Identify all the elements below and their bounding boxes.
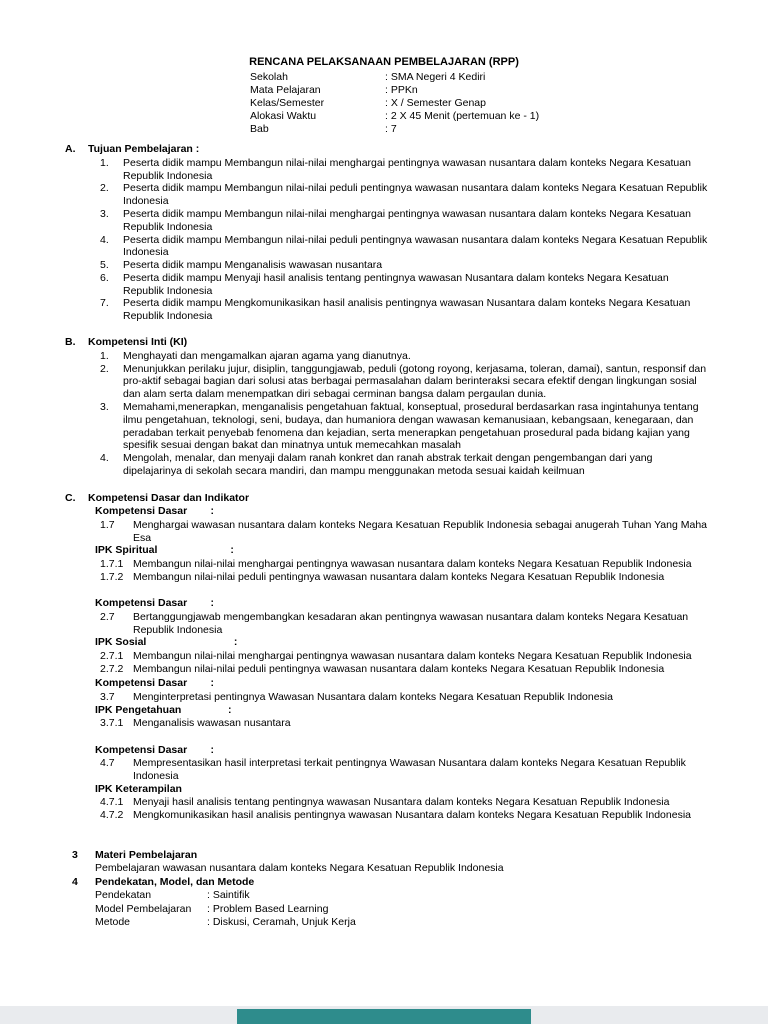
section-heading [65, 143, 708, 157]
kd-item [100, 757, 708, 783]
item-text: Peserta didik mampu Membangun nilai-nilai menghargai pentingnya wawasan nusantara dalam konteks Negara Kesatuan Republik Indonesia [123, 207, 691, 233]
ipk-item [100, 571, 708, 584]
item-text: Mengolah, menalar, dan menyaji dalam ranah konkret dan ranah abstrak terkait dengan pengembangan dari yang dipelajarinya di sekolah secara mandiri, dan mampu menggunakan metoda sesuai kaidah keilmuan [123, 452, 653, 477]
kd-item [100, 691, 708, 704]
section-pendekatan-model-metode [72, 876, 708, 930]
item-text: Peserta didik mampu Membangun nilai-nilai peduli pentingnya wawasan nusantara dalam konteks Negara Kesatuan Republik Indonesia [123, 233, 708, 259]
item-text: Menunjukkan perilaku jujur, disiplin, tanggungjawab, peduli (gotong royong, kerjasama, toleran, damai), santun, responsif dan pro-aktif sebagai bagian dari solusi atas berbagai permasalahan dalam berinteraksi secara efektif dengan lingkungan sosial dan alam serta dalam menempatkan diri sebagai cerminan bangsa dalam pergaulan dunia. [123, 362, 707, 401]
ipk-item [100, 663, 708, 676]
section-number: 4 [72, 875, 78, 888]
kd-group-pengetahuan [65, 677, 708, 729]
ipk-item [100, 558, 708, 571]
item-number: 1.7 [100, 518, 115, 531]
kd-item [100, 519, 708, 545]
list-item [100, 452, 708, 478]
item-text: Peserta didik mampu Menyaji hasil analisis tentang pentingnya wawasan Nusantara dalam konteks Negara Kesatuan Republik Indonesia [123, 271, 669, 297]
item-text: Mengkomunikasikan hasil analisis pentingnya wawasan Nusantara dalam konteks Negara Kesatuan Republik Indonesia [133, 809, 691, 822]
meta-label: Alokasi Waktu [250, 110, 317, 123]
item-text: Membangun nilai-nilai peduli pentingnya wawasan nusantara dalam konteks Negara Kesatuan Republik Indonesia [133, 662, 665, 675]
meta-value: : 2 X 45 Menit (pertemuan ke - 1) [385, 110, 540, 123]
ipk-item [100, 650, 708, 663]
section-letter: A. [65, 143, 76, 156]
meta-value: : 7 [385, 123, 397, 136]
kompetensi-dasar-heading: Kompetensi Dasar : [95, 505, 215, 518]
kd-group-keterampilan [65, 744, 708, 822]
item-text: Peserta didik mampu Membangun nilai-nilai menghargai pentingnya wawasan nusantara dalam konteks Negara Kesatuan Republik Indonesia [123, 156, 691, 182]
section-letter: B. [65, 336, 76, 349]
method-value: : Problem Based Learning [207, 902, 329, 915]
item-text: Memahami,menerapkan, menganalisis pengetahuan faktual, konseptual, prosedural berdasarkan rasa ingintahunya tentang ilmu pengetahuan, teknologi, seni, budaya, dan humaniora dengan wawasan kemanusiaan, kebangsaan, kenegaraan, dan peradaban terkait penyebab fenomena dan kejadian, serta menerapkan pengetahuan prosedural pada bidang kajian yang spesifik sesuai dengan bakat dan minatnya untuk memecahkan masalah [123, 400, 699, 452]
materi-body: Pembelajaran wawasan nusantara dalam konteks Negara Kesatuan Republik Indonesia [95, 862, 504, 875]
item-number: 1.7.2 [100, 570, 124, 583]
item-text: Peserta didik mampu Membangun nilai-nilai peduli pentingnya wawasan nusantara dalam konteks Negara Kesatuan Republik Indonesia [123, 182, 708, 208]
item-number: 2. [100, 182, 109, 195]
list-item [100, 297, 708, 323]
ipk-heading: IPK Spiritual : [95, 544, 234, 557]
ipk-item [100, 796, 708, 809]
item-number: 4.7 [100, 757, 115, 770]
meta-value: : X / Semester Genap [385, 97, 486, 110]
section-letter: C. [65, 491, 76, 504]
meta-label: Mata Pelajaran [250, 84, 321, 97]
viewer-background [0, 1006, 768, 1024]
list-item [100, 350, 708, 363]
item-number: 2. [100, 362, 109, 375]
section-kompetensi-dasar-indikator [65, 492, 708, 822]
item-text: Menganalisis wawasan nusantara [133, 717, 291, 730]
list-item [100, 259, 708, 272]
item-number: 2.7 [100, 610, 115, 623]
list-item [100, 401, 708, 452]
item-text: Peserta didik mampu Menganalisis wawasan nusantara [123, 259, 383, 272]
section-materi-pembelajaran [72, 849, 708, 876]
item-number: 6. [100, 271, 109, 284]
section-heading [65, 492, 708, 506]
method-value: : Diskusi, Ceramah, Unjuk Kerja [207, 916, 356, 929]
kd-group-spiritual [65, 505, 708, 583]
item-text: Menghargai wawasan nusantara dalam konteks Negara Kesatuan Republik Indonesia sebagai anugerah Tuhan Yang Maha Esa [133, 518, 708, 544]
list-item [100, 363, 708, 401]
item-text: Menginterpretasi pentingnya Wawasan Nusantara dalam konteks Negara Kesatuan Republik Indonesia [133, 690, 613, 703]
item-number: 4.7.2 [100, 809, 124, 822]
section-heading [72, 849, 708, 862]
meta-row-alokasi-waktu [250, 110, 768, 123]
kompetensi-dasar-heading: Kompetensi Dasar : [95, 743, 215, 756]
section-heading-text: Kompetensi Inti (KI) [88, 336, 188, 349]
meta-row-kelas-semester [250, 97, 768, 110]
item-text: Menyaji hasil analisis tentang pentingnya wawasan Nusantara dalam konteks Negara Kesatuan Republik Indonesia [133, 796, 670, 809]
method-row-pendekatan [95, 889, 708, 902]
section-heading-text: Materi Pembelajaran [95, 848, 198, 861]
ipk-item [100, 717, 708, 730]
meta-value: : PPKn [385, 84, 418, 97]
ipk-item [100, 809, 708, 822]
item-number: 1. [100, 156, 109, 169]
item-number: 3. [100, 207, 109, 220]
item-text: Bertanggungjawab mengembangkan kesadaran akan pentingnya wawasan nusantara dalam konteks Negara Kesatuan Republik Indonesia [133, 610, 689, 636]
item-text: Membangun nilai-nilai menghargai pentingnya wawasan nusantara dalam konteks Negara Kesatuan Republik Indonesia [133, 649, 692, 662]
method-label: Model Pembelajaran [95, 902, 192, 915]
item-number: 1. [100, 349, 109, 362]
method-label: Pendekatan [95, 889, 152, 902]
section-heading-text: Kompetensi Dasar dan Indikator [88, 491, 250, 504]
item-text: Peserta didik mampu Mengkomunikasikan hasil analisis pentingnya wawasan Nusantara dalam konteks Negara Kesatuan Republik Indonesia [123, 297, 691, 323]
section-heading [65, 336, 708, 350]
section-heading-text: Pendekatan, Model, dan Metode [95, 875, 255, 888]
section-heading [72, 876, 708, 889]
section-number: 3 [72, 848, 78, 861]
meta-value: : SMA Negeri 4 Kediri [385, 71, 486, 83]
list-item [100, 182, 708, 208]
item-text: Membangun nilai-nilai menghargai pentingnya wawasan nusantara dalam konteks Negara Kesatuan Republik Indonesia [133, 557, 692, 570]
section-tujuan-pembelajaran [65, 143, 708, 323]
method-value: : Saintifik [207, 889, 250, 902]
item-number: 2.7.1 [100, 649, 124, 662]
item-text: Mempresentasikan hasil interpretasi terkait pentingnya Wawasan Nusantara dalam konteks Negara Kesatuan Republik Indonesia [133, 757, 686, 783]
item-text: Menghayati dan mengamalkan ajaran agama yang dianutnya. [123, 349, 411, 362]
section-heading-text: Tujuan Pembelajaran : [88, 143, 200, 156]
method-label: Metode [95, 916, 131, 929]
list-item [100, 234, 708, 260]
meta-row-mata-pelajaran [250, 84, 768, 97]
document-title: RENCANA PELAKSANAAN PEMBELAJARAN (RPP) [249, 56, 519, 68]
item-number: 4.7.1 [100, 796, 124, 809]
item-number: 2.7.2 [100, 662, 124, 675]
meta-row-sekolah [250, 71, 768, 84]
list-item [100, 208, 708, 234]
next-page-header-band [237, 1009, 531, 1024]
list-item [100, 272, 708, 298]
meta-label: Kelas/Semester [250, 97, 325, 110]
tujuan-list [100, 157, 708, 323]
item-number: 7. [100, 297, 109, 310]
method-row-metode [95, 916, 708, 929]
item-number: 3.7.1 [100, 717, 124, 730]
item-number: 3.7 [100, 690, 115, 703]
meta-label: Bab [250, 123, 269, 136]
item-number: 1.7.1 [100, 557, 124, 570]
item-number: 3. [100, 400, 109, 413]
kompetensi-dasar-heading: Kompetensi Dasar : [95, 597, 215, 610]
meta-block [250, 71, 768, 136]
ipk-heading: IPK Keterampilan [95, 782, 182, 795]
list-item [100, 157, 708, 183]
method-row-model [95, 903, 708, 916]
item-text: Membangun nilai-nilai peduli pentingnya wawasan nusantara dalam konteks Negara Kesatuan Republik Indonesia [133, 570, 665, 583]
meta-label: Sekolah [250, 71, 288, 83]
item-number: 4. [100, 233, 109, 246]
section-kompetensi-inti [65, 336, 708, 478]
kd-item [100, 611, 708, 637]
item-number: 5. [100, 259, 109, 272]
ipk-heading: IPK Pengetahuan : [95, 703, 232, 716]
ipk-heading: IPK Sosial : [95, 636, 238, 649]
kd-group-sosial [65, 597, 708, 675]
kompetensi-inti-list [100, 350, 708, 478]
kompetensi-dasar-heading: Kompetensi Dasar : [95, 677, 215, 690]
meta-row-bab [250, 123, 768, 136]
item-number: 4. [100, 452, 109, 465]
